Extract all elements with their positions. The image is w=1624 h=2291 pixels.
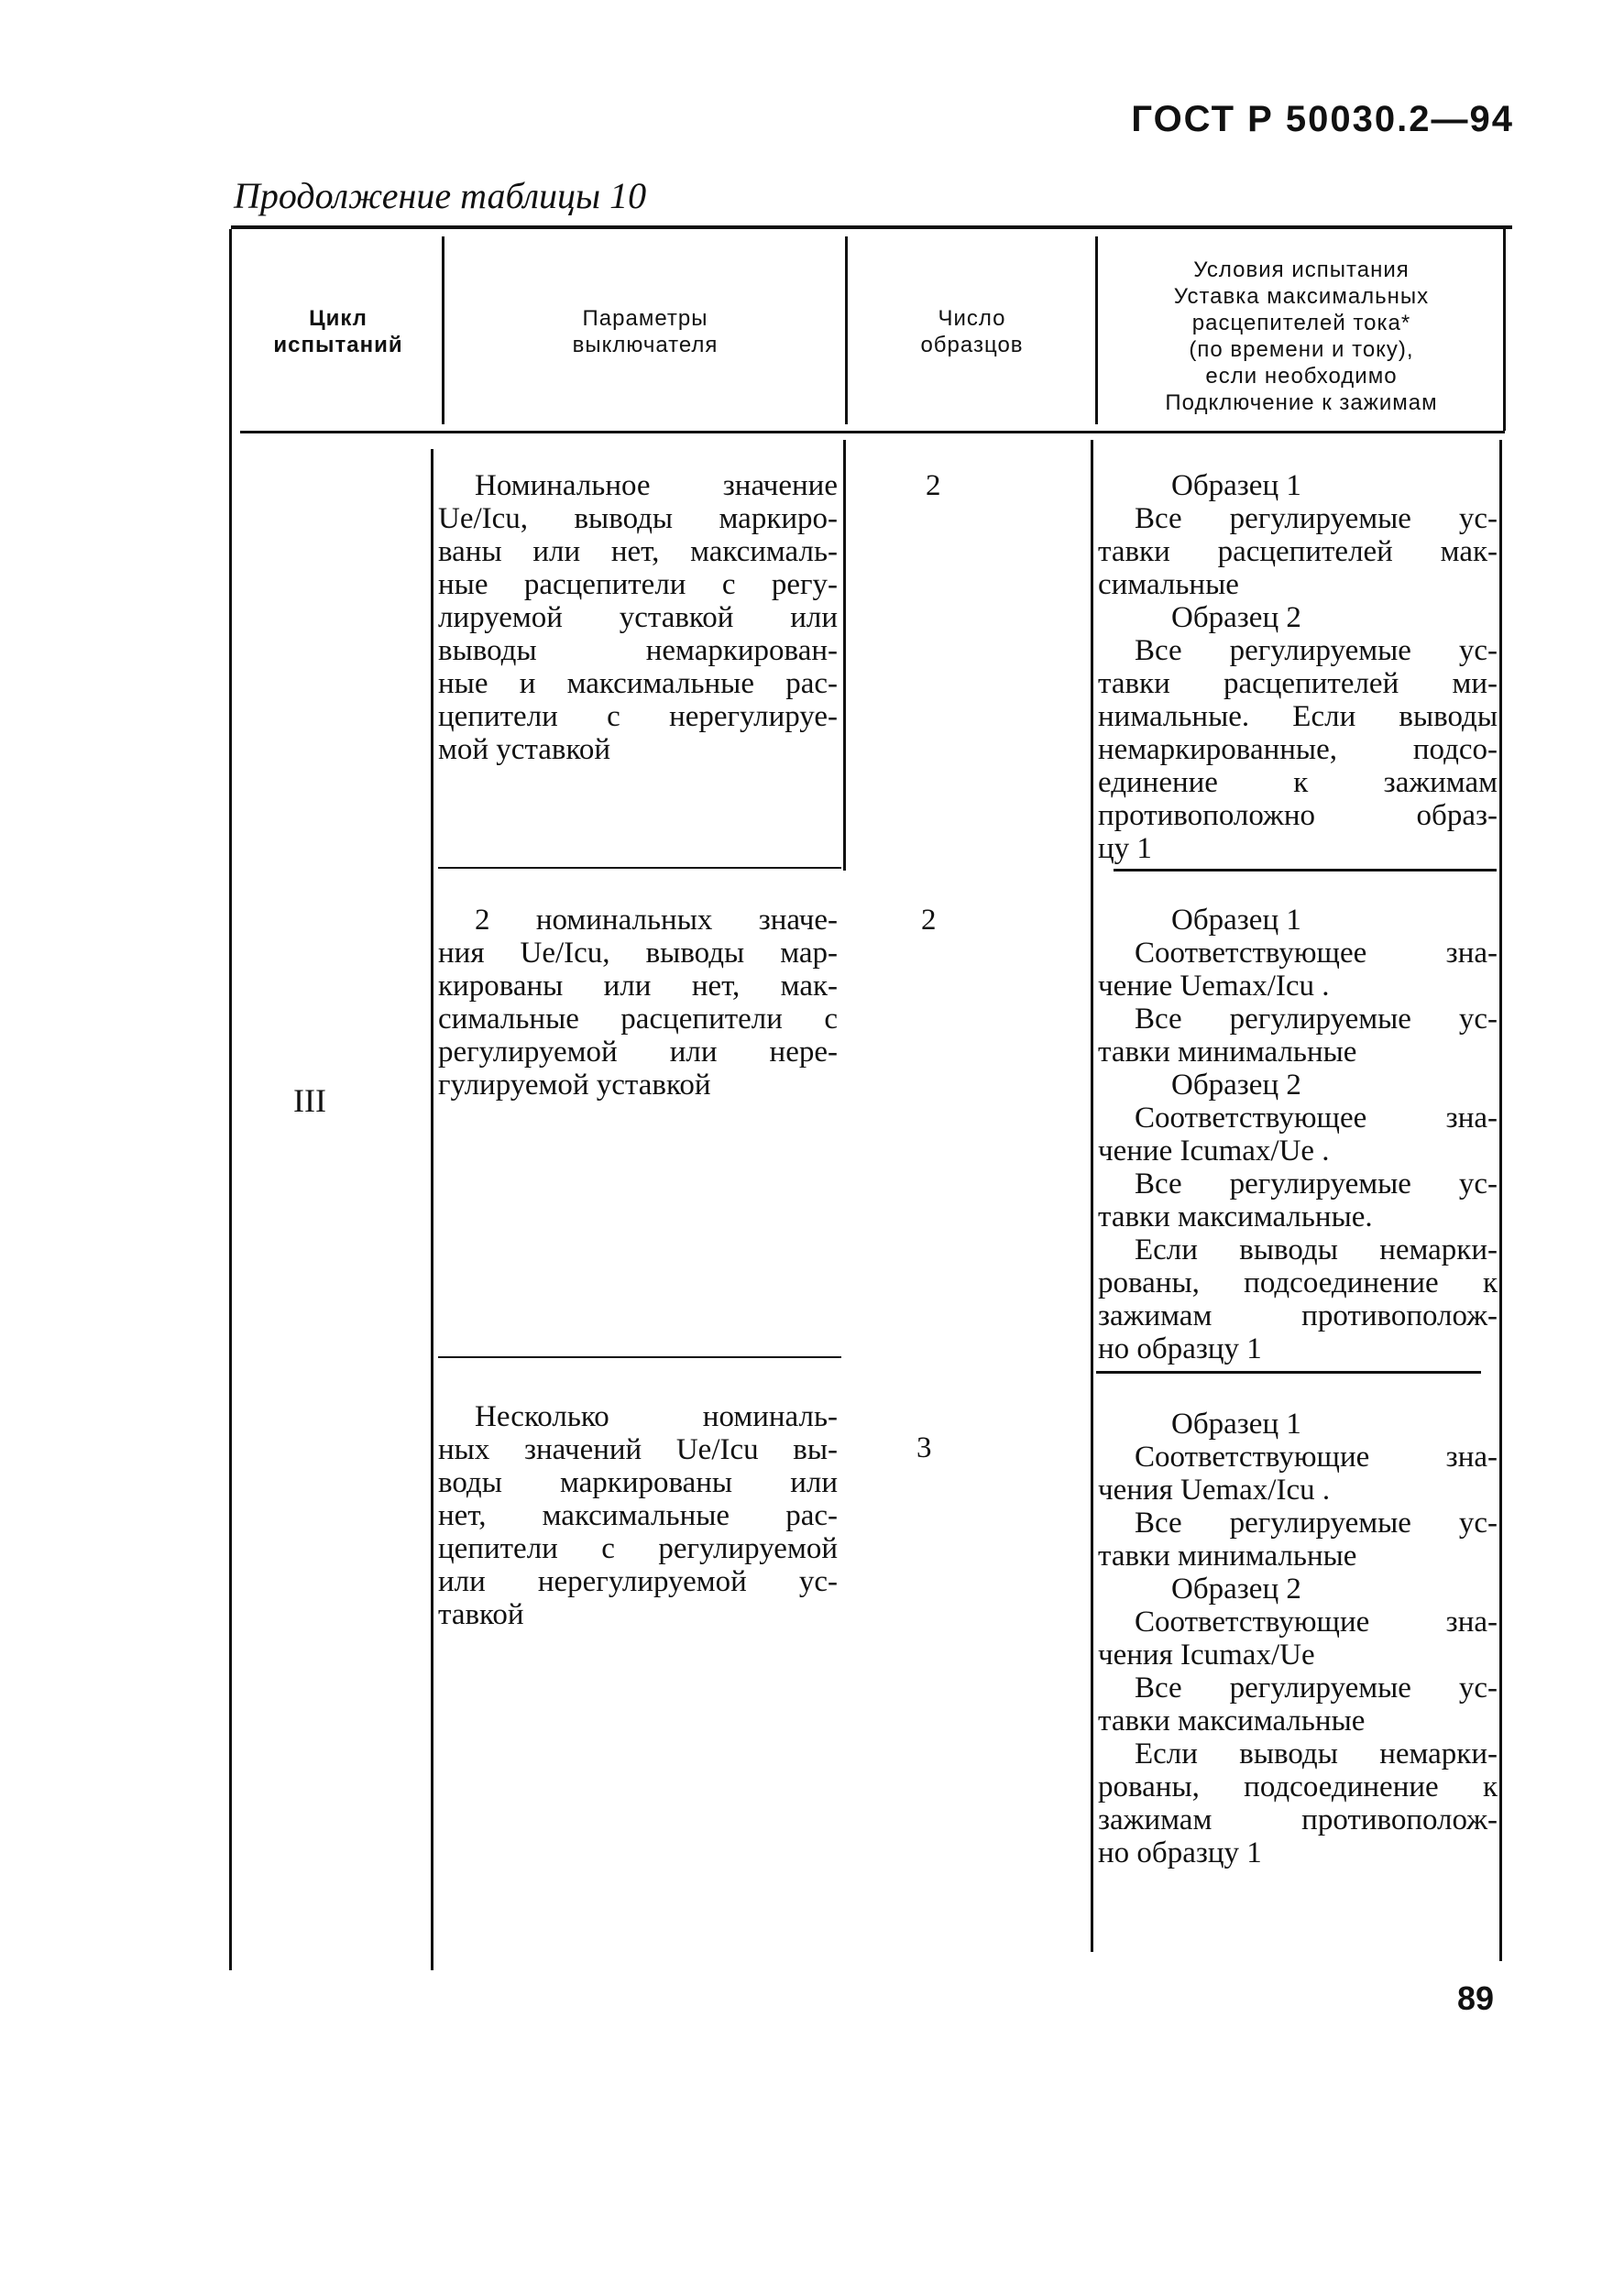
text-line: Номинальное значение: [475, 469, 838, 502]
header-right-border: [1503, 229, 1506, 431]
text-line: немаркированные, подсо-: [1098, 733, 1498, 766]
text-line: мой уставкой: [438, 733, 611, 766]
row-1-conditions: [1098, 469, 1498, 865]
text-line: нет, максимальные рас-: [438, 1499, 838, 1532]
header-line: Число: [938, 306, 1006, 331]
text-line: ния Ue/Icu, выводы мар-: [438, 937, 838, 970]
header-line: Условия испытания: [1193, 258, 1410, 282]
row-separator-2-cond: [1096, 1371, 1481, 1374]
text-line: зажимам противополож-: [1098, 1803, 1498, 1836]
table-header-rule: [240, 431, 1505, 433]
text-line: Все регулируемые ус-: [1135, 1507, 1498, 1540]
text-line: нимальные. Если выводы: [1098, 700, 1498, 733]
text-line: тавки минимальные: [1098, 1540, 1357, 1573]
text-line: рованы, подсоединение к: [1098, 1266, 1498, 1299]
text-line: цепители с регулируемой: [438, 1532, 838, 1565]
table-caption: Продолжение таблицы 10: [234, 175, 647, 216]
table-left-border: [229, 229, 232, 1970]
text-line: цепители с нерегулируе-: [438, 700, 838, 733]
text-line: Все регулируемые ус-: [1135, 502, 1498, 535]
row-3-count: 3: [916, 1431, 932, 1464]
row-2-params: [438, 904, 838, 1102]
text-line: единение к зажимам: [1098, 766, 1498, 799]
row-1-count: 2: [926, 469, 941, 502]
header-divider-2: [845, 236, 848, 424]
text-line: гулируемой уставкой: [438, 1069, 711, 1102]
row-separator-1-cond: [1114, 869, 1497, 871]
body-divider-1: [431, 449, 433, 1970]
text-line: выводы немаркирован-: [438, 634, 838, 667]
text-line: Образец 2: [1171, 1069, 1301, 1102]
body-divider-3: [1091, 440, 1093, 1952]
text-line: чение Uemax/Icu .: [1098, 970, 1330, 1003]
column-header-count: [850, 305, 1093, 358]
row-1-params: [438, 469, 838, 766]
text-line: Образец 1: [1171, 1408, 1301, 1441]
text-line: регулируемой или нере-: [438, 1036, 838, 1069]
text-line: тавки максимальные.: [1098, 1200, 1373, 1233]
row-separator-2-params: [438, 1356, 841, 1358]
row-2-conditions: [1098, 904, 1498, 1365]
row-3-conditions: [1098, 1408, 1498, 1869]
text-line: симальные расцепители с: [438, 1003, 838, 1036]
cycle-value: III: [293, 1082, 326, 1119]
header-line: Подключение к зажимам: [1165, 390, 1438, 415]
text-line: чения Icumax/Ue: [1098, 1639, 1315, 1672]
text-line: ных значений Ue/Icu вы-: [438, 1433, 838, 1466]
header-line: Цикл: [309, 306, 368, 331]
text-line: ные и максимальные рас-: [438, 667, 838, 700]
table-top-rule: [231, 225, 1512, 229]
text-line: Соответствующие зна-: [1135, 1606, 1498, 1639]
text-line: чения Uemax/Icu .: [1098, 1474, 1331, 1507]
text-line: тавки расцепителей ми-: [1098, 667, 1498, 700]
header-line: Параметры: [582, 306, 708, 331]
header-line: расцепителей тока*: [1191, 311, 1411, 335]
text-line: тавки минимальные: [1098, 1036, 1357, 1069]
text-line: Все регулируемые ус-: [1135, 1003, 1498, 1036]
row-separator-1-params: [438, 867, 841, 869]
header-line: Уставка максимальных: [1173, 284, 1430, 309]
text-line: но образцу 1: [1098, 1332, 1262, 1365]
page-number: 89: [1457, 1979, 1495, 2017]
header-line: выключателя: [572, 333, 719, 357]
column-header-params: [447, 305, 843, 358]
text-line: или нерегулируемой ус-: [438, 1565, 838, 1598]
body-right-border: [1499, 440, 1502, 1961]
body-divider-2: [843, 440, 846, 871]
text-line: 2 номинальных значе-: [475, 904, 838, 937]
text-line: Если выводы немарки-: [1135, 1233, 1498, 1266]
text-line: Все регулируемые ус-: [1135, 634, 1498, 667]
text-line: рованы, подсоединение к: [1098, 1770, 1498, 1803]
text-line: чение Icumax/Ue .: [1098, 1135, 1330, 1167]
standard-designation: ГОСТ Р 50030.2—94: [1131, 99, 1514, 139]
text-line: воды маркированы или: [438, 1466, 838, 1499]
text-line: Все регулируемые ус-: [1135, 1672, 1498, 1705]
text-line: Соответствующее зна-: [1135, 1102, 1498, 1135]
header-line: образцов: [920, 333, 1024, 357]
text-line: тавки расцепителей мак-: [1098, 535, 1498, 568]
header-line: (по времени и току),: [1189, 337, 1414, 362]
text-line: Образец 2: [1171, 1573, 1301, 1606]
text-line: тавкой: [438, 1598, 524, 1631]
text-line: цу 1: [1098, 832, 1152, 865]
text-line: Образец 2: [1171, 601, 1301, 634]
header-divider-3: [1095, 236, 1098, 424]
text-line: Образец 1: [1171, 469, 1301, 502]
column-header-conditions: [1100, 257, 1503, 416]
header-line: испытаний: [273, 333, 403, 357]
column-header-cycle: [236, 305, 440, 358]
text-line: симальные: [1098, 568, 1239, 601]
text-line: кированы или нет, мак-: [438, 970, 838, 1003]
text-line: Соответствующие зна-: [1135, 1441, 1498, 1474]
text-line: Все регулируемые ус-: [1135, 1167, 1498, 1200]
text-line: Если выводы немарки-: [1135, 1737, 1498, 1770]
header-line: если необходимо: [1205, 364, 1398, 389]
text-line: ваны или нет, максималь-: [438, 535, 838, 568]
row-2-count: 2: [921, 904, 937, 937]
text-line: Несколько номиналь-: [475, 1400, 838, 1433]
text-line: ные расцепители с регу-: [438, 568, 838, 601]
text-line: тавки максимальные: [1098, 1705, 1366, 1737]
text-line: Соответствующее зна-: [1135, 937, 1498, 970]
row-3-params: [438, 1400, 838, 1631]
text-line: противоположно образ-: [1098, 799, 1498, 832]
text-line: Образец 1: [1171, 904, 1301, 937]
text-line: но образцу 1: [1098, 1836, 1262, 1869]
text-line: Ue/Icu, выводы маркиро-: [438, 502, 838, 535]
text-line: зажимам противополож-: [1098, 1299, 1498, 1332]
text-line: лируемой уставкой или: [438, 601, 838, 634]
header-divider-1: [442, 236, 444, 424]
